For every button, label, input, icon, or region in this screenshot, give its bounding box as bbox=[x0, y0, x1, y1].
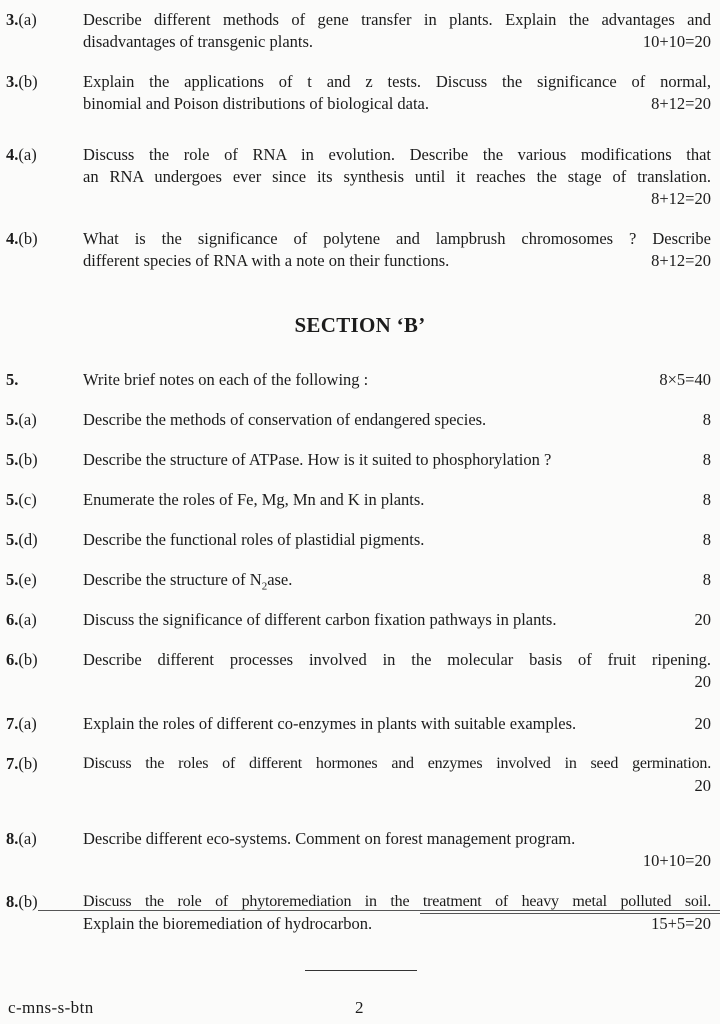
question-text: Describe the structure of $N_2ase$. 8 bbox=[83, 570, 711, 593]
question-number: 5.(c) bbox=[6, 490, 37, 509]
question-text: What is the significance of polytene and lampbrush chromosomes ? Describe different species of RNA with a note on their functions. 8+12=20 bbox=[83, 229, 711, 270]
marks: 8 bbox=[702, 490, 711, 509]
page-number: 2 bbox=[355, 998, 364, 1017]
question-text: Enumerate the roles of Fe, Mg, Mn and K in plants. 8 bbox=[83, 490, 711, 509]
question-text: Describe the methods of conservation of endangered species. 8 bbox=[83, 410, 711, 429]
question-text: Explain the roles of different co-enzymes in plants with suitable examples. 20 bbox=[83, 714, 711, 733]
question-number: 5.(a) bbox=[6, 410, 37, 429]
question-text: Discuss the roles of different hormones and enzymes involved in seed germination. 20 bbox=[83, 755, 711, 795]
underline-rule bbox=[420, 913, 720, 914]
question-number: 6.(a) bbox=[6, 610, 37, 629]
marks: 20 bbox=[694, 610, 711, 629]
question-number: 7.(b) bbox=[6, 754, 38, 773]
question-text: Discuss the significance of different carbon fixation pathways in plants. 20 bbox=[83, 610, 711, 629]
question-number: 5.(e) bbox=[6, 570, 37, 589]
section-heading: SECTION ‘B’ bbox=[294, 313, 426, 337]
marks: 10+10=20 bbox=[642, 32, 711, 51]
question-number: 3.(a) bbox=[6, 10, 37, 29]
paper-code: c-mns-s-btn bbox=[8, 998, 94, 1017]
question-text: Describe the functional roles of plastidial pigments. 8 bbox=[83, 530, 711, 549]
question-number: 5.(b) bbox=[6, 450, 38, 469]
question-number: 5.(d) bbox=[6, 530, 38, 549]
question-text: Describe different eco-systems. Comment on forest management program. 10+10=20 bbox=[83, 829, 711, 870]
footer-rule bbox=[305, 970, 417, 971]
question-text: Discuss the role of RNA in evolution. Describe the various modifications that an RNA undergoes ever since its synthesis until it reaches the stage of translation. 8+12=20 bbox=[83, 145, 711, 208]
marks: 8+12=20 bbox=[651, 189, 711, 208]
marks: 20 bbox=[694, 776, 711, 795]
marks: 8 bbox=[702, 410, 711, 429]
question-number: 4.(b) bbox=[6, 229, 38, 248]
question-text: Explain the applications of t and z tests. Discuss the significance of normal, binomial and Poison distributions of biological data. 8+12=20 bbox=[83, 72, 711, 113]
underline-rule bbox=[38, 910, 720, 911]
marks: 8 bbox=[702, 530, 711, 549]
marks: 20 bbox=[694, 672, 711, 691]
question-number: 4.(a) bbox=[6, 145, 37, 164]
marks: 8 bbox=[702, 570, 711, 589]
marks: 8 bbox=[702, 450, 711, 469]
question-text: Discuss the role of phytoremediation in the treatment of heavy metal polluted soil. Explain the bioremediation of hydrocarbon. 15+5=20 bbox=[83, 893, 711, 933]
marks: 8+12=20 bbox=[651, 251, 711, 270]
question-text: Write brief notes on each of the following : 8×5=40 bbox=[83, 370, 711, 389]
question-text: Describe the structure of ATPase. How is it suited to phosphorylation ? 8 bbox=[83, 450, 711, 469]
question-text: Describe different methods of gene transfer in plants. Explain the advantages and disadvantages of transgenic plants. 10+10=20 bbox=[83, 10, 711, 51]
question-number: 7.(a) bbox=[6, 714, 37, 733]
marks: 15+5=20 bbox=[651, 914, 711, 933]
question-number: 5. bbox=[6, 370, 19, 389]
marks: 8×5=40 bbox=[659, 370, 711, 389]
marks: 8+12=20 bbox=[651, 94, 711, 113]
question-number: 8.(a) bbox=[6, 829, 37, 848]
question-text: Describe different processes involved in the molecular basis of fruit ripening. 20 bbox=[83, 650, 711, 691]
marks: 10+10=20 bbox=[642, 851, 711, 870]
question-number: 6.(b) bbox=[6, 650, 38, 669]
question-number: 3.(b) bbox=[6, 72, 38, 91]
question-number: 8.(b) bbox=[6, 892, 38, 911]
marks: 20 bbox=[694, 714, 711, 733]
